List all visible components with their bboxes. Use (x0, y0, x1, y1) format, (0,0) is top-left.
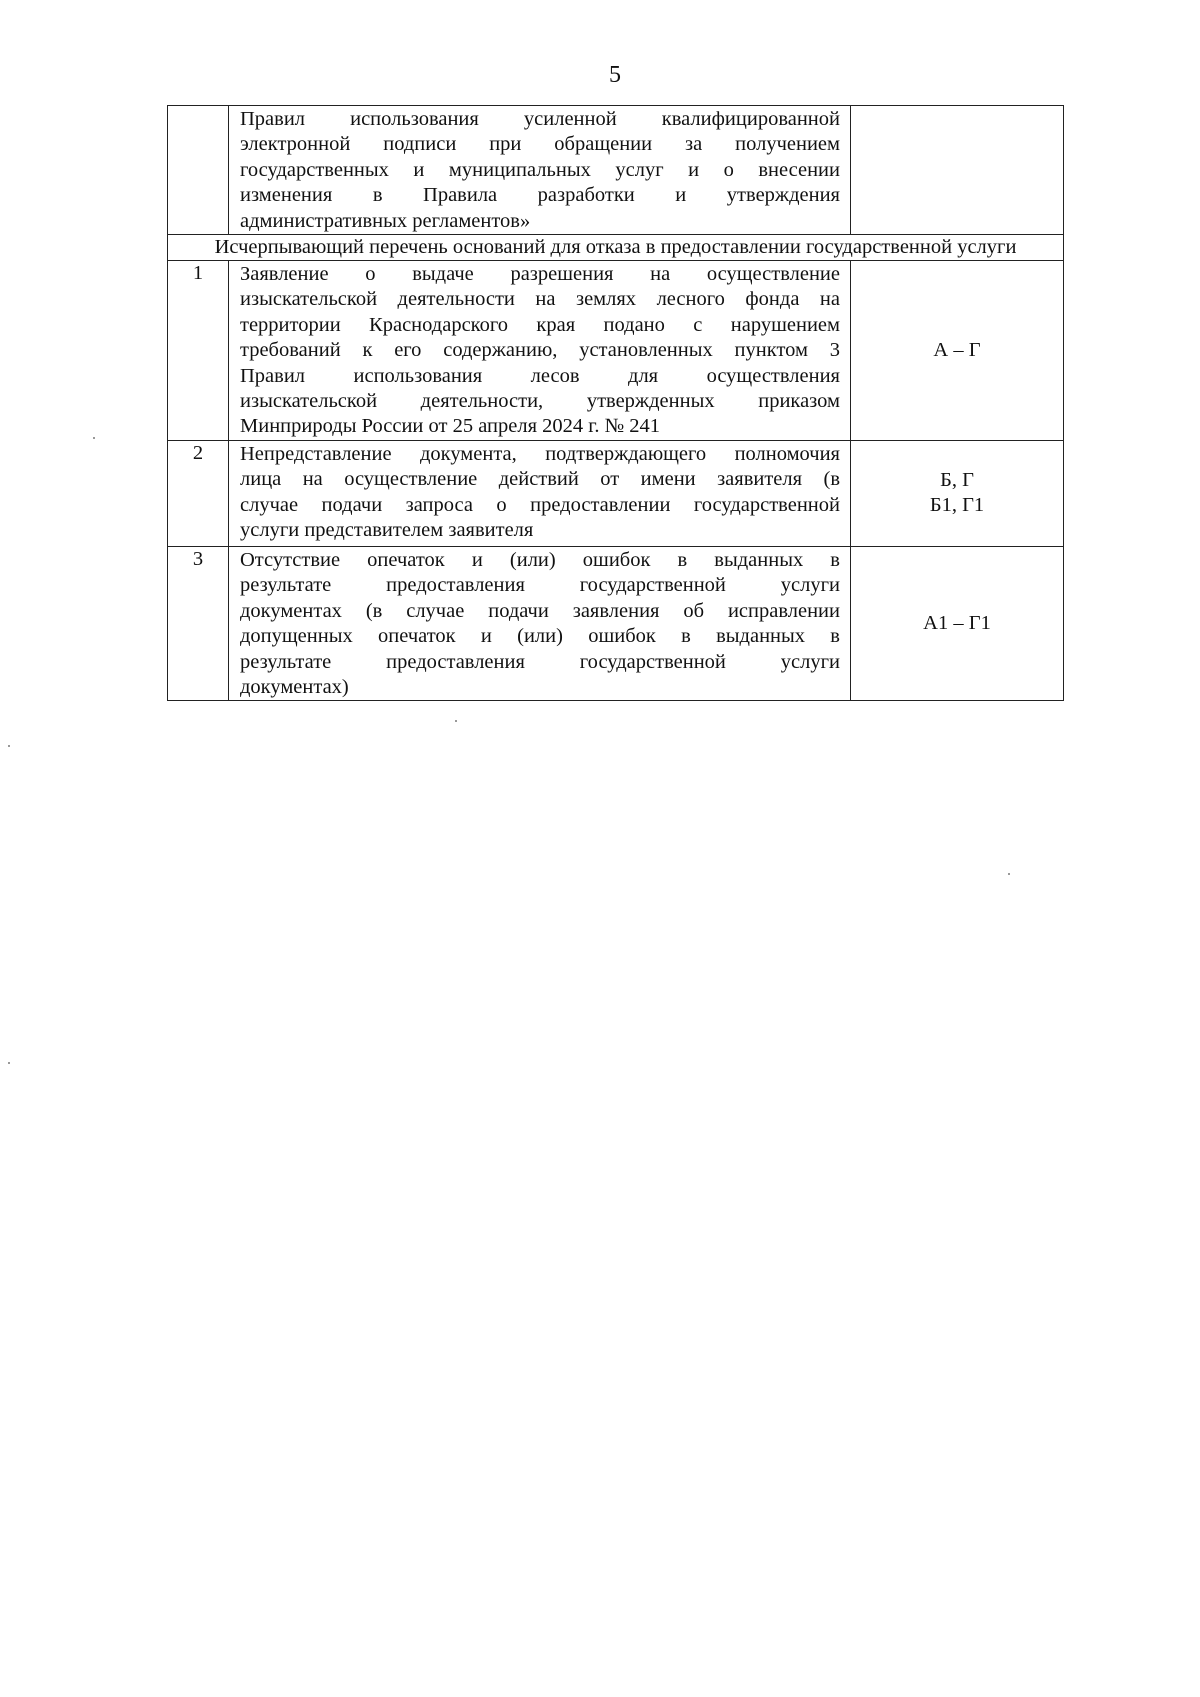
row-number: 2 (168, 440, 229, 546)
text-line: Минприроды России от 25 апреля 2024 г. № 241 (240, 415, 661, 438)
text-cell (229, 106, 851, 235)
text-line: Заявление о выдаче разрешения на осуществление (240, 263, 840, 286)
text-line: Непредставление документа, подтверждающего полномочия (240, 442, 840, 465)
code: Б, Г (940, 469, 974, 492)
text-line: Правил использования усиленной квалифицированной (240, 108, 840, 130)
number-cell (168, 106, 229, 235)
scan-speck (8, 745, 10, 747)
section-header-row (168, 235, 1064, 261)
code: А1 – Г1 (923, 612, 991, 635)
table-row (168, 440, 1064, 546)
text-line: территории Краснодарского края подано с нарушением (240, 313, 840, 336)
text-line: лица на осуществление действий от имени заявителя (в (240, 468, 840, 491)
text-line: услуги представителем заявителя (240, 519, 534, 542)
text-cell (229, 440, 851, 546)
text-cell (229, 546, 851, 700)
scan-speck (93, 437, 95, 439)
text-line: допущенных опечаток и (или) ошибок в выданных в (240, 625, 840, 648)
row-number: 3 (168, 546, 229, 700)
continuation-row (168, 106, 1064, 235)
code-cell (851, 440, 1064, 546)
text-line: государственных и муниципальных услуг и о внесении (240, 158, 840, 181)
page-number: 5 (609, 62, 621, 88)
text-line: административных регламентов» (240, 209, 531, 232)
code-cell (851, 546, 1064, 700)
table-row (168, 261, 1064, 441)
text-line: случае подачи запроса о предоставлении государственной (240, 493, 840, 516)
table-row (168, 546, 1064, 700)
scan-speck (455, 720, 457, 722)
code: А – Г (933, 338, 981, 361)
row-number: 1 (168, 261, 229, 441)
text-line: документах (в случае подачи заявления об исправлении (240, 599, 840, 622)
code: Б1, Г1 (929, 494, 985, 517)
text-cell (229, 261, 851, 441)
text-line: результате предоставления государственной услуги (240, 650, 840, 673)
code-cell (851, 261, 1064, 441)
scan-speck (8, 1062, 10, 1064)
code-cell (851, 106, 1064, 235)
section-header: Исчерпывающий перечень оснований для отказа в предоставлении государственной услуги (168, 235, 1064, 261)
text-line: документах) (240, 675, 349, 698)
text-line: требований к его содержанию, установленных пунктом 3 (240, 339, 840, 362)
text-line: изменения в Правила разработки и утверждения (240, 184, 840, 207)
text-line: результате предоставления государственной услуги (240, 574, 840, 597)
text-line: электронной подписи при обращении за получением (240, 133, 840, 156)
text-line: изыскательской деятельности, утвержденных приказом (240, 390, 840, 413)
refusal-grounds-table (167, 105, 1064, 701)
scan-speck (1008, 873, 1010, 875)
text-line: изыскательской деятельности на землях лесного фонда на (240, 288, 840, 311)
text-line: Отсутствие опечаток и (или) ошибок в выданных в (240, 548, 840, 571)
text-line: Правил использования лесов для осуществления (240, 364, 840, 387)
